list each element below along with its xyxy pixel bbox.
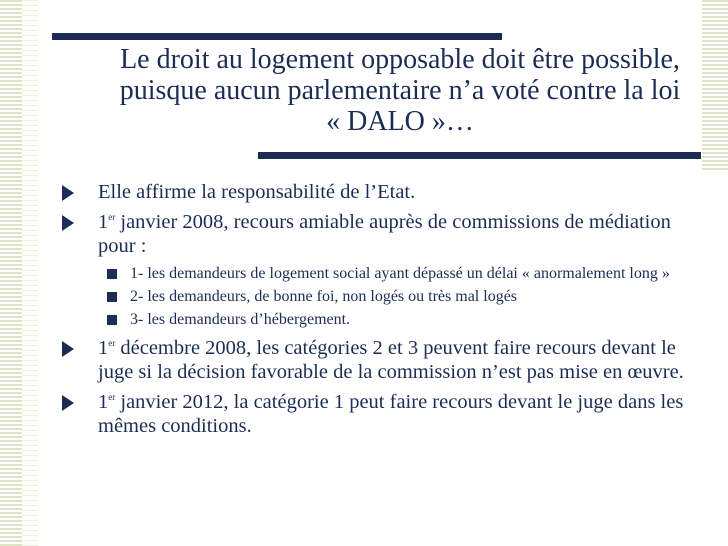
bullet-date-num: 1 [98, 211, 109, 233]
square-bullet-icon [107, 269, 117, 279]
bullet-text: Elle affirme la responsabilité de l’Etat. [98, 181, 416, 203]
bullet-text: janvier 2012, la catégorie 1 peut faire recours devant le juge dans les mêmes conditions. [98, 391, 684, 437]
bullet-item-3 [58, 336, 704, 384]
triangle-bullet-icon [62, 215, 74, 231]
bullet-date-num: 1 [98, 391, 109, 413]
sub-bullet-item-3 [58, 310, 704, 330]
bullet-date-sup: er [108, 392, 116, 403]
bullet-text: décembre 2008, les catégories 2 et 3 peuvent faire recours devant le juge si la décision favorable de la commission n’est pas mise en œuvre. [98, 337, 684, 383]
right-stripe-decoration [702, 0, 728, 170]
title-bottom-bar [258, 152, 701, 159]
title-top-bar [52, 33, 502, 40]
sub-bullet-text: 2- les demandeurs, de bonne foi, non logés ou très mal logés [130, 288, 518, 305]
sub-bullet-text: 3- les demandeurs d’hébergement. [130, 311, 351, 328]
bullet-text: janvier 2008, recours amiable auprès de commissions de médiation pour : [98, 211, 671, 257]
sub-bullet-item-1 [58, 264, 704, 284]
slide-title: Le droit au logement opposable doit être possible, puisque aucun parlementaire n’a voté contre la loi « DALO »… [119, 44, 681, 137]
sub-bullet-item-2 [58, 287, 704, 307]
triangle-bullet-icon [62, 185, 74, 201]
sub-bullet-text: 1- les demandeurs de logement social ayant dépassé un délai « anormalement long » [130, 265, 670, 282]
bullet-item-4 [58, 390, 704, 438]
bullet-date-sup: er [108, 338, 116, 349]
bullet-item-2 [58, 210, 704, 258]
square-bullet-icon [107, 292, 117, 302]
bullet-item-1 [58, 180, 704, 204]
left-stripe-decoration-light [22, 0, 38, 546]
slide-body [58, 180, 704, 444]
bullet-date-sup: er [108, 212, 116, 223]
triangle-bullet-icon [62, 341, 74, 357]
bullet-date-num: 1 [98, 337, 109, 359]
square-bullet-icon [107, 315, 117, 325]
left-stripe-decoration [0, 0, 22, 546]
triangle-bullet-icon [62, 395, 74, 411]
